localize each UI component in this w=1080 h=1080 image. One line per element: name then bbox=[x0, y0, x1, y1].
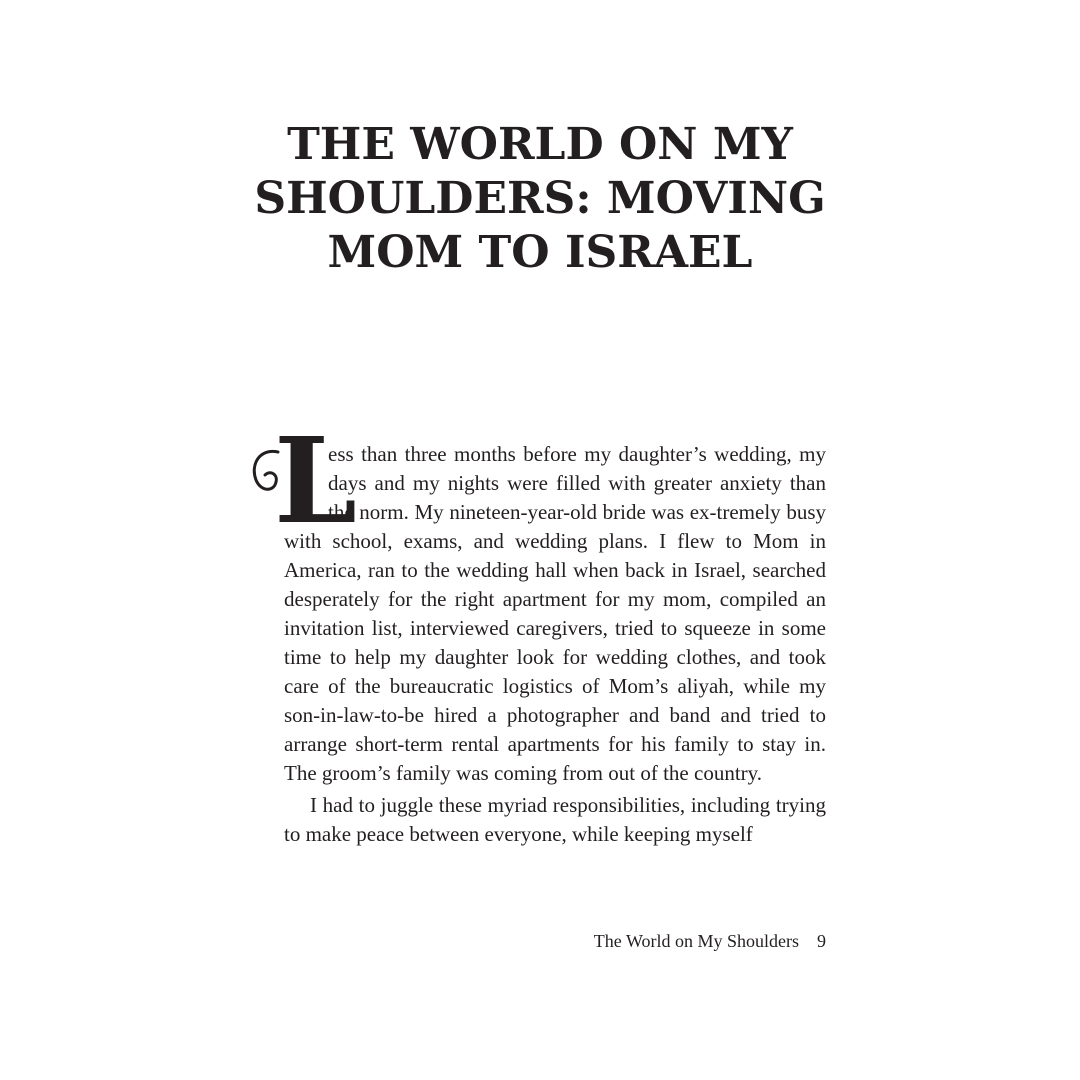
chapter-title bbox=[240, 118, 840, 280]
chapter-title-line-1: THE WORLD ON MY bbox=[287, 119, 793, 170]
drop-cap-ornament-icon bbox=[252, 411, 357, 550]
drop-cap bbox=[252, 411, 357, 550]
page-footer bbox=[500, 928, 826, 954]
paragraph-1 bbox=[274, 411, 826, 788]
running-head: The World on My Shoulders bbox=[593, 931, 799, 951]
paragraph-2: I had to juggle these myriad responsibilities, including trying to make peace between everyone, while keeping myself bbox=[284, 793, 826, 846]
chapter-body bbox=[274, 411, 826, 849]
chapter-title-line-2: SHOULDERS: MOVING bbox=[254, 173, 826, 224]
paragraph-1-text: ess than three months before my daughter’s wedding, my days and my nights were filled with greater anxiety than the norm. My nineteen-year-old bride was ex-tremely busy with school, exams, and wedding plans. I flew to Mom in America, ran to the wedding hall when back in Israel, searched desperately for the right apartment for my mom, compiled an invitation list, interviewed caregivers, tried to squeeze in some time to help my daughter look for wedding clothes, and took care of the bureaucratic logistics of Mom’s aliyah, while my son-in-law-to-be hired a photographer and band and tried to arrange short-term rental apartments for his family to stay in. The groom’s family was coming from out of the country. bbox=[284, 442, 826, 785]
chapter-title-line-3: MOM TO ISRAEL bbox=[327, 227, 753, 278]
drop-cap-letter: L bbox=[274, 411, 357, 550]
page-number: 9 bbox=[817, 931, 826, 951]
